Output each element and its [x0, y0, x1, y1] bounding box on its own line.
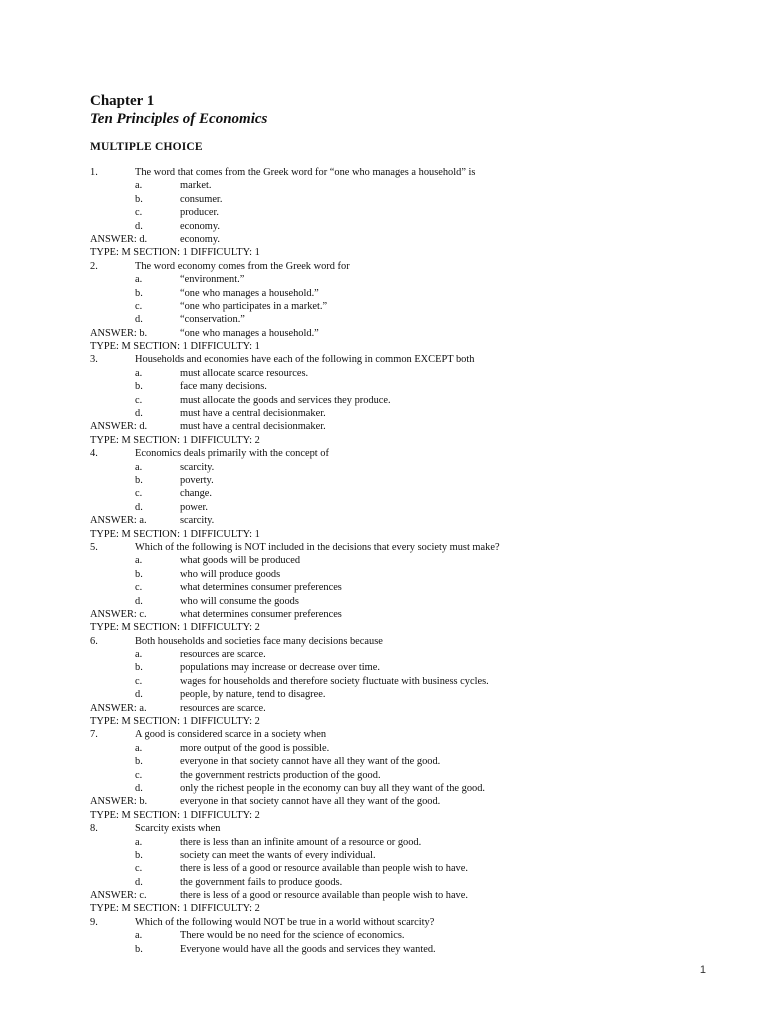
option-line [90, 688, 710, 701]
question-text: Scarcity exists when [135, 823, 221, 835]
option-text: economy. [180, 220, 221, 232]
option-letter: d. [135, 689, 143, 701]
option-line [90, 367, 710, 380]
option-text: populations may increase or decrease over time. [180, 662, 380, 674]
question-line [90, 353, 710, 366]
question-line [90, 260, 710, 273]
question-block [90, 260, 710, 354]
option-line [90, 943, 710, 956]
answer-line [90, 795, 710, 808]
question-block [90, 635, 710, 729]
option-text: face many decisions. [180, 381, 267, 393]
option-text: poverty. [180, 474, 214, 486]
question-block [90, 822, 710, 916]
option-line [90, 179, 710, 192]
answer-text: resources are scarce. [180, 702, 266, 714]
answer-label: ANSWER: c. [90, 890, 147, 902]
option-line [90, 193, 710, 206]
question-text: The word that comes from the Greek word for “one who manages a household” is [135, 167, 476, 178]
option-letter: a. [135, 274, 143, 286]
option-letter: a. [135, 930, 143, 942]
question-text: Which of the following would NOT be true in a world without scarcity? [135, 916, 435, 928]
option-text: society can meet the wants of every individual. [180, 849, 376, 861]
question-line [90, 728, 710, 741]
option-text: there is less of a good or resource available than people wish to have. [180, 863, 468, 875]
option-line [90, 313, 710, 326]
question-text: A good is considered scarce in a society when [135, 729, 327, 741]
option-line [90, 394, 710, 407]
option-line [90, 581, 710, 594]
option-letter: c. [135, 863, 143, 875]
question-block [90, 541, 710, 635]
option-letter: a. [135, 555, 143, 567]
answer-line [90, 608, 710, 621]
answer-text: scarcity. [180, 515, 215, 527]
option-letter: a. [135, 180, 143, 192]
option-letter: c. [135, 582, 143, 594]
answer-label: ANSWER: d. [90, 233, 148, 245]
option-line [90, 836, 710, 849]
question-meta: TYPE: M SECTION: 1 DIFFICULTY: 1 [90, 528, 260, 540]
option-text: wages for households and therefore society fluctuate with business cycles. [180, 675, 489, 687]
option-line [90, 554, 710, 567]
question-block [90, 916, 710, 956]
answer-text: must have a central decisionmaker. [180, 421, 326, 433]
option-text: what goods will be produced [180, 555, 301, 567]
option-line [90, 380, 710, 393]
question-number: 7. [90, 729, 98, 741]
answer-label: ANSWER: a. [90, 702, 147, 714]
option-line [90, 769, 710, 782]
option-letter: b. [135, 193, 143, 205]
question-number: 3. [90, 354, 98, 366]
option-text: There would be no need for the science of economics. [180, 930, 405, 942]
option-line [90, 595, 710, 608]
question-meta: TYPE: M SECTION: 1 DIFFICULTY: 2 [90, 622, 260, 634]
option-line [90, 407, 710, 420]
question-block [90, 166, 710, 260]
question-line [90, 166, 710, 179]
answer-line [90, 233, 710, 246]
option-line [90, 206, 710, 219]
option-letter: d. [135, 220, 143, 232]
question-text: Economics deals primarily with the concept of [135, 448, 329, 460]
option-line [90, 273, 710, 286]
page-number: 1 [699, 964, 706, 976]
option-letter: c. [135, 394, 143, 406]
option-letter: b. [135, 568, 143, 580]
option-line [90, 287, 710, 300]
option-text: “one who participates in a market.” [180, 300, 328, 312]
answer-line [90, 420, 710, 433]
question-meta: TYPE: M SECTION: 1 DIFFICULTY: 2 [90, 434, 260, 446]
answer-text: everyone in that society cannot have all they want of the good. [180, 796, 441, 808]
option-text: only the richest people in the economy can buy all they want of the good. [180, 782, 485, 794]
option-line [90, 487, 710, 500]
question-block [90, 353, 710, 447]
question-number: 9. [90, 916, 98, 928]
option-text: people, by nature, tend to disagree. [180, 689, 326, 701]
option-letter: c. [135, 675, 143, 687]
option-text: the government restricts production of the good. [180, 769, 381, 781]
answer-text: what determines consumer preferences [180, 608, 342, 620]
option-line [90, 782, 710, 795]
option-text: must allocate scarce resources. [180, 367, 309, 379]
answer-label: ANSWER: d. [90, 421, 148, 433]
option-text: consumer. [180, 193, 223, 205]
option-line [90, 501, 710, 514]
option-line [90, 675, 710, 688]
option-letter: b. [135, 849, 143, 861]
option-letter: d. [135, 501, 143, 513]
option-text: “environment.” [180, 274, 245, 286]
option-text: there is less than an infinite amount of a resource or good. [180, 836, 422, 848]
answer-line [90, 889, 710, 902]
question-number: 5. [90, 541, 98, 553]
option-line [90, 474, 710, 487]
answer-text: “one who manages a household.” [180, 327, 319, 339]
option-text: power. [180, 501, 208, 513]
question-text: Both households and societies face many decisions because [135, 635, 383, 647]
option-line [90, 849, 710, 862]
option-text: more output of the good is possible. [180, 742, 330, 754]
section-heading: MULTIPLE CHOICE [90, 141, 203, 153]
option-text: producer. [180, 207, 219, 219]
answer-line [90, 327, 710, 340]
answer-label: ANSWER: b. [90, 327, 148, 339]
option-letter: a. [135, 836, 143, 848]
option-text: who will consume the goods [180, 595, 299, 607]
option-line [90, 648, 710, 661]
question-text: Which of the following is NOT included in the decisions that every society must make? [135, 541, 500, 553]
answer-text: there is less of a good or resource available than people wish to have. [180, 890, 468, 902]
option-letter: c. [135, 488, 143, 500]
option-line [90, 876, 710, 889]
option-letter: c. [135, 207, 143, 219]
option-line [90, 568, 710, 581]
option-letter: b. [135, 756, 143, 768]
option-text: who will produce goods [180, 568, 281, 580]
option-letter: d. [135, 314, 143, 326]
answer-text: economy. [180, 233, 221, 245]
option-text: must have a central decisionmaker. [180, 408, 326, 420]
question-meta: TYPE: M SECTION: 1 DIFFICULTY: 2 [90, 809, 260, 821]
option-letter: a. [135, 461, 143, 473]
question-number: 4. [90, 448, 98, 460]
option-text: must allocate the goods and services they produce. [180, 394, 391, 406]
question-list [90, 166, 710, 956]
option-letter: c. [135, 300, 143, 312]
option-letter: c. [135, 769, 143, 781]
option-letter: a. [135, 649, 143, 661]
chapter-title: Chapter 1 [90, 93, 155, 109]
option-text: “conservation.” [180, 314, 245, 326]
option-text: what determines consumer preferences [180, 582, 342, 594]
option-letter: a. [135, 742, 143, 754]
question-line [90, 822, 710, 835]
option-text: scarcity. [180, 461, 215, 473]
option-line [90, 300, 710, 313]
option-letter: b. [135, 381, 143, 393]
option-line [90, 220, 710, 233]
option-text: the government fails to produce goods. [180, 876, 343, 888]
question-meta: TYPE: M SECTION: 1 DIFFICULTY: 1 [90, 247, 260, 259]
question-line [90, 635, 710, 648]
option-text: “one who manages a household.” [180, 287, 319, 299]
answer-label: ANSWER: b. [90, 796, 148, 808]
option-text: Everyone would have all the goods and services they wanted. [180, 943, 436, 955]
option-line [90, 742, 710, 755]
option-text: everyone in that society cannot have all they want of the good. [180, 756, 441, 768]
option-letter: b. [135, 662, 143, 674]
option-text: change. [180, 488, 213, 500]
question-block [90, 447, 710, 541]
option-letter: b. [135, 287, 143, 299]
option-letter: b. [135, 943, 143, 955]
chapter-subtitle: Ten Principles of Economics [90, 111, 268, 127]
answer-line [90, 514, 710, 527]
question-text: Households and economies have each of the following in common EXCEPT both [135, 354, 475, 366]
option-line [90, 862, 710, 875]
question-number: 1. [90, 167, 98, 178]
option-line [90, 929, 710, 942]
option-text: market. [180, 180, 212, 192]
option-letter: b. [135, 474, 143, 486]
question-meta: TYPE: M SECTION: 1 DIFFICULTY: 2 [90, 716, 260, 728]
option-line [90, 755, 710, 768]
answer-line [90, 702, 710, 715]
option-letter: d. [135, 876, 143, 888]
question-line [90, 916, 710, 929]
page-content [90, 92, 710, 956]
question-number: 2. [90, 260, 98, 272]
option-letter: a. [135, 367, 143, 379]
question-block [90, 728, 710, 822]
question-number: 8. [90, 823, 98, 835]
question-meta: TYPE: M SECTION: 1 DIFFICULTY: 1 [90, 341, 260, 353]
question-line [90, 447, 710, 460]
option-letter: d. [135, 595, 143, 607]
question-meta: TYPE: M SECTION: 1 DIFFICULTY: 2 [90, 903, 260, 915]
option-text: resources are scarce. [180, 649, 266, 661]
question-line [90, 541, 710, 554]
answer-label: ANSWER: c. [90, 608, 147, 620]
option-letter: d. [135, 408, 143, 420]
answer-label: ANSWER: a. [90, 515, 147, 527]
option-line [90, 661, 710, 674]
question-number: 6. [90, 635, 98, 647]
option-line [90, 461, 710, 474]
question-text: The word economy comes from the Greek word for [135, 260, 350, 272]
option-letter: d. [135, 782, 143, 794]
